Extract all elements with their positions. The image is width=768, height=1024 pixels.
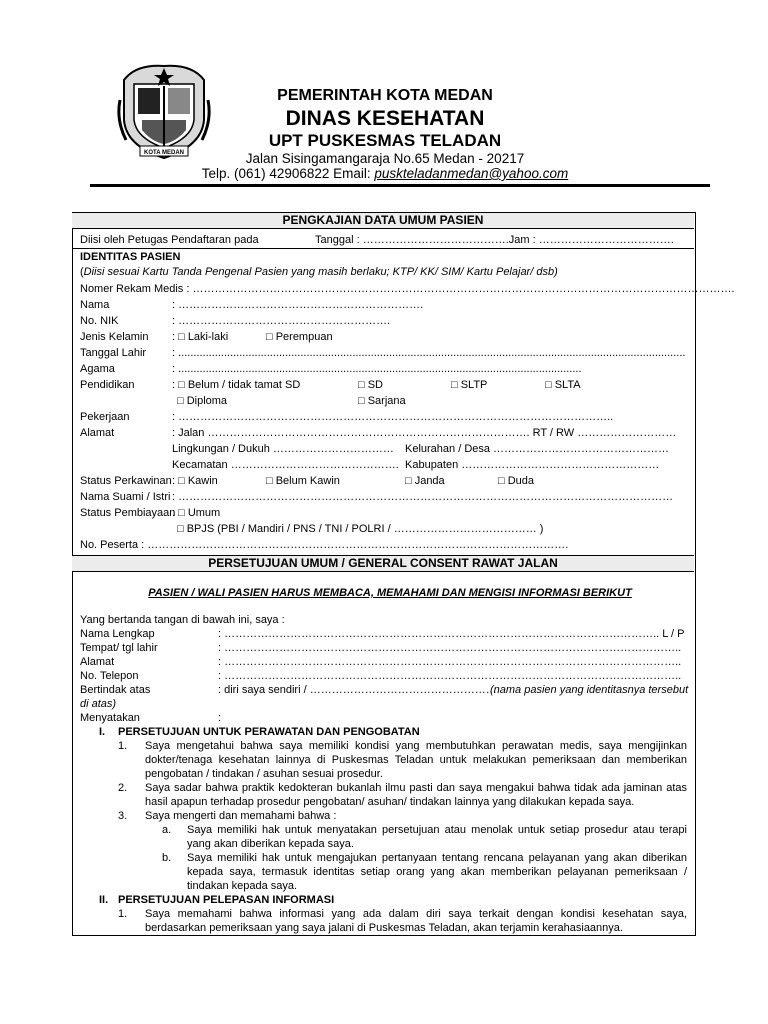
spouse-label: Nama Suami / Istri	[80, 491, 171, 503]
address-regency-field[interactable]: Kabupaten ………………………………………………	[405, 459, 660, 471]
name-field[interactable]: : ………………………………………………………….	[172, 299, 424, 311]
address-district-field[interactable]: Kecamatan ……………………………………….	[172, 459, 399, 471]
phone-label: No. Telepon	[80, 670, 139, 682]
item-1-text: Saya mengetahui bahwa saya memiliki kondisi yang membutuhkan perawatan medis, saya mengijinkan dokter/tenaga kesehatan lainnya di Puskesmas Teladan untuk melakukan pemeriksaan dan memberikan pengobatan / tindakan / asuhan sesuai prosedur.	[145, 740, 687, 780]
declare-colon: :	[218, 712, 222, 724]
full-name-field[interactable]: : ……………………………………………………………………………………………………….. L / P	[218, 628, 685, 640]
job-field[interactable]: : ………………………………………………………………………………………………………..	[172, 411, 614, 423]
gender-male-checkbox[interactable]: : □ Laki-laki	[172, 331, 229, 343]
dob-field[interactable]: : ......................................................................................................................................................................	[172, 347, 686, 359]
edu-checkbox-slta[interactable]: □ SLTA	[545, 379, 581, 391]
declare-label: Menyatakan	[80, 712, 140, 724]
header-address: Jalan Sisingamangaraja No.65 Medan - 20217	[245, 151, 525, 166]
edu-checkbox-below-sd[interactable]: : □ Belum / tidak tamat SD	[172, 379, 301, 391]
job-label: Pekerjaan	[80, 411, 130, 423]
identity-note: (Diisi sesuai Kartu Tanda Pengenal Pasien yang masih berlaku; KTP/ KK/ SIM/ Kartu Pelajar/ dsb)	[80, 266, 558, 278]
acting-field[interactable]: : diri saya sendiri / ……………………………………………	[218, 684, 497, 696]
section-title-general-consent: PERSETUJUAN UMUM / GENERAL CONSENT RAWAT JALAN	[72, 555, 694, 572]
edu-checkbox-diploma[interactable]: □ Diploma	[177, 395, 228, 407]
date-time-field[interactable]: Tanggal : ………………………………….Jam : ……………………………….	[315, 234, 674, 246]
dob-label: Tanggal Lahir	[80, 347, 147, 359]
heading-1-number: I.	[99, 726, 106, 738]
item-3-number: 3.	[118, 810, 128, 822]
filled-by-label: Diisi oleh Petugas Pendaftaran pada	[80, 234, 259, 246]
marital-label: Status Perkawinan	[80, 475, 172, 487]
address-street-field[interactable]: : Jalan ……………………………………………………………………………. RT / RW ………………………	[172, 427, 677, 439]
marital-checkbox-single[interactable]: □ Belum Kawin	[266, 475, 340, 487]
item-2-number: 2.	[118, 782, 128, 794]
marital-checkbox-widower[interactable]: □ Duda	[498, 475, 534, 487]
header-institution: UPT PUSKESMAS TELADAN	[268, 131, 502, 150]
nik-label: No. NIK	[80, 315, 119, 327]
consent-intro: Yang bertanda tangan di bawah ini, saya :	[80, 614, 285, 626]
acting-note: (nama pasien yang identitasnya tersebut	[490, 684, 689, 696]
item-3b-letter: b.	[162, 852, 172, 864]
phone-field[interactable]: : ……………………………………………………………………………………………………………..	[218, 670, 682, 682]
address-env-field[interactable]: Lingkungan / Dukuh ……………………………	[172, 443, 394, 455]
header-department: DINAS KESEHATAN	[285, 107, 485, 130]
item-1-number: 1.	[118, 740, 128, 752]
section-title-patient-data: PENGKAJIAN DATA UMUM PASIEN	[72, 212, 694, 229]
identity-title: IDENTITAS PASIEN	[80, 251, 181, 263]
divider	[72, 248, 694, 249]
gender-female-checkbox[interactable]: □ Perempuan	[266, 331, 333, 343]
item-3-text: Saya mengerti dan memahami bahwa :	[145, 810, 337, 822]
address-label: Alamat	[80, 427, 115, 439]
education-label: Pendidikan	[80, 379, 135, 391]
marital-checkbox-widow[interactable]: □ Janda	[405, 475, 445, 487]
header-contact	[120, 166, 650, 181]
acting-label: Bertindak atas	[80, 684, 151, 696]
item-3a-letter: a.	[162, 824, 172, 836]
item-3a-text: Saya memiliki hak untuk menyatakan persetujuan atau menolak untuk setiap prosedur atau terapi yang akan diberikan kepada saya.	[187, 824, 687, 850]
consent-address-field[interactable]: : ……………………………………………………………………………………………………………..	[218, 656, 682, 668]
edu-checkbox-sltp[interactable]: □ SLTP	[451, 379, 488, 391]
payment-label: Status Pembiayaan	[80, 507, 176, 519]
marital-checkbox-married[interactable]: : □ Kawin	[172, 475, 218, 487]
name-label: Nama	[80, 299, 110, 311]
consent-address-label: Alamat	[80, 656, 115, 668]
edu-checkbox-sarjana[interactable]: □ Sarjana	[358, 395, 406, 407]
full-name-label: Nama Lengkap	[80, 628, 155, 640]
acting-note-continued: di atas)	[80, 698, 117, 710]
heading-information-release: PERSETUJUAN PELEPASAN INFORMASI	[118, 894, 335, 906]
religion-field[interactable]: : ....................................................................................................................................	[172, 363, 582, 375]
birth-label: Tempat/ tgl lahir	[80, 642, 158, 654]
header-email-link[interactable]: puskteladanmedan@yahoo.com	[374, 166, 569, 181]
religion-label: Agama	[80, 363, 115, 375]
payment-checkbox-bpjs[interactable]: □ BPJS (PBI / Mandiri / PNS / TNI / POLRI / ………………………………… )	[177, 523, 544, 535]
heading-2-number: II.	[99, 894, 109, 906]
release-item-1-number: 1.	[118, 908, 128, 920]
payment-checkbox-general[interactable]: : □ Umum	[172, 507, 221, 519]
header-divider	[90, 184, 710, 187]
mrn-field[interactable]: Nomer Rekam Medis : ………………………………………………………………………………………………………………………………….	[80, 283, 735, 295]
header-government: PEMERINTAH KOTA MEDAN	[277, 87, 493, 104]
release-item-1-text: Saya memahami bahwa informasi yang ada dalam diri saya terkait dengan kondisi kesehatan saya, berdasarkan pemeriksaan yang saya jalani di Puskesmas Teladan, akan terjamin kerahasiaannya.	[145, 908, 687, 934]
heading-treatment-consent: PERSETUJUAN UNTUK PERAWATAN DAN PENGOBATAN	[118, 726, 420, 738]
item-2-text: Saya sadar bahwa praktik kedokteran bukanlah ilmu pasti dan saya mengakui bahwa tidak ada jaminan atas hasil apapun terhadap prosedur pengobatan/ asuhan/ tindakan lainnya yang dilakukan kepada saya.	[145, 782, 687, 808]
header-phone: Telp. (061) 42906822 Email:	[201, 166, 375, 181]
birth-field[interactable]: : ……………………………………………………………………………………………………………..	[218, 642, 682, 654]
edu-checkbox-sd[interactable]: □ SD	[358, 379, 383, 391]
nik-field[interactable]: : ………………………………………………….	[172, 315, 391, 327]
logo-text: KOTA MEDAN	[144, 150, 184, 156]
address-village-field[interactable]: Kelurahan / Desa …………………………………………	[405, 443, 670, 455]
gender-label: Jenis Kelamin	[80, 331, 149, 343]
member-number-field[interactable]: No. Peserta : …………………………………………………………………………………………………….	[80, 539, 569, 551]
consent-instruction: PASIEN / WALI PASIEN HARUS MEMBACA, MEMAHAMI DAN MENGISI INFORMASI BERIKUT	[148, 587, 632, 599]
spouse-field[interactable]: : ………………………………………………………………………………………………………………………	[172, 491, 674, 503]
item-3b-text: Saya memiliki hak untuk mengajukan pertanyaan tentang rencana pelayanan yang akan diberikan kepada saya, termasuk identitas setiap orang yang akan memberikan pelayanan pemeriksaan / tindakan kepada saya.	[187, 852, 687, 892]
